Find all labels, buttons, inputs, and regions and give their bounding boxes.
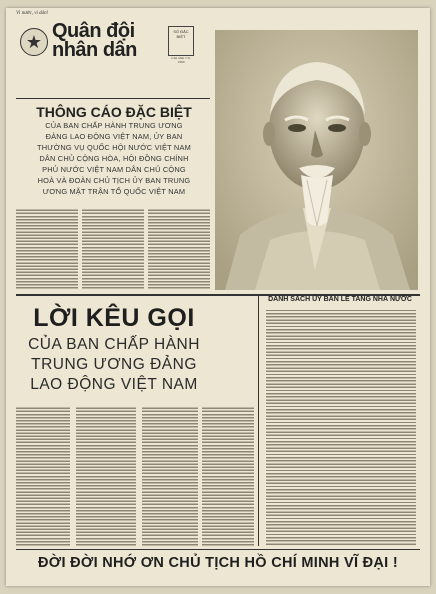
issue-info: Chủ nhật 7-9-1969 xyxy=(171,56,191,64)
appeal-body-col-3 xyxy=(142,406,198,546)
communique-title: THÔNG CÁO ĐẶC BIỆT xyxy=(36,104,192,120)
communique-line: ĐẢNG LAO ĐỘNG VIỆT NAM, ỦY BAN xyxy=(45,132,183,141)
appeal-line: LAO ĐỘNG VIỆT NAM xyxy=(30,376,198,393)
newspaper-page xyxy=(6,8,430,586)
communique-line: DÂN CHỦ CỘNG HÒA, HỘI ĐỒNG CHÍNH xyxy=(39,154,189,163)
communique-line: ƯƠNG MẶT TRẬN TỔ QUỐC VIỆT NAM xyxy=(42,187,186,196)
masthead-slogan: Vì nước, vì dân! xyxy=(16,11,49,16)
appeal-line: TRUNG ƯƠNG ĐẢNG xyxy=(31,356,197,373)
appeal-title: LỜI KÊU GỌI xyxy=(33,304,195,332)
committee-title: DANH SÁCH ỦY BAN LỄ TANG NHÀ NƯỚC xyxy=(268,296,412,303)
communique-body-left xyxy=(16,208,78,290)
committee-list xyxy=(266,308,416,546)
masthead xyxy=(16,18,210,98)
appeal-body-col-4 xyxy=(202,406,254,546)
footer-slogan: ĐỜI ĐỜI NHỚ ƠN CHỦ TỊCH HỒ CHÍ MINH VĨ ĐẠI ! xyxy=(38,555,398,571)
communique-line: CỦA BAN CHẤP HÀNH TRUNG ƯƠNG xyxy=(45,121,183,130)
portrait-photo xyxy=(215,30,418,290)
footer-divider xyxy=(16,549,420,550)
masthead-divider xyxy=(16,98,210,99)
special-edition-box: SỐ ĐẶC BIỆT xyxy=(168,26,194,56)
star-emblem-icon: ★ xyxy=(20,28,48,56)
appeal-line: CỦA BAN CHẤP HÀNH xyxy=(28,336,200,353)
communique-line: THƯỜNG VỤ QUỐC HỘI NƯỚC VIỆT NAM xyxy=(37,143,191,152)
communique-line: PHỦ NƯỚC VIỆT NAM DÂN CHỦ CỘNG xyxy=(42,165,186,174)
communique-line: HOÀ VÀ ĐOÀN CHỦ TỊCH ỦY BAN TRUNG xyxy=(37,176,191,185)
communique-body-right xyxy=(148,208,210,290)
newspaper-title: Quân đội nhân dân xyxy=(52,20,137,61)
appeal-heading xyxy=(16,304,212,395)
communique-body-middle xyxy=(82,208,144,290)
appeal-subtitle xyxy=(16,335,212,395)
communique-subtitle xyxy=(18,120,210,197)
column-divider xyxy=(258,296,259,546)
appeal-body-col-1 xyxy=(16,406,70,546)
appeal-body-col-2 xyxy=(76,406,136,546)
portrait-image xyxy=(215,30,418,290)
